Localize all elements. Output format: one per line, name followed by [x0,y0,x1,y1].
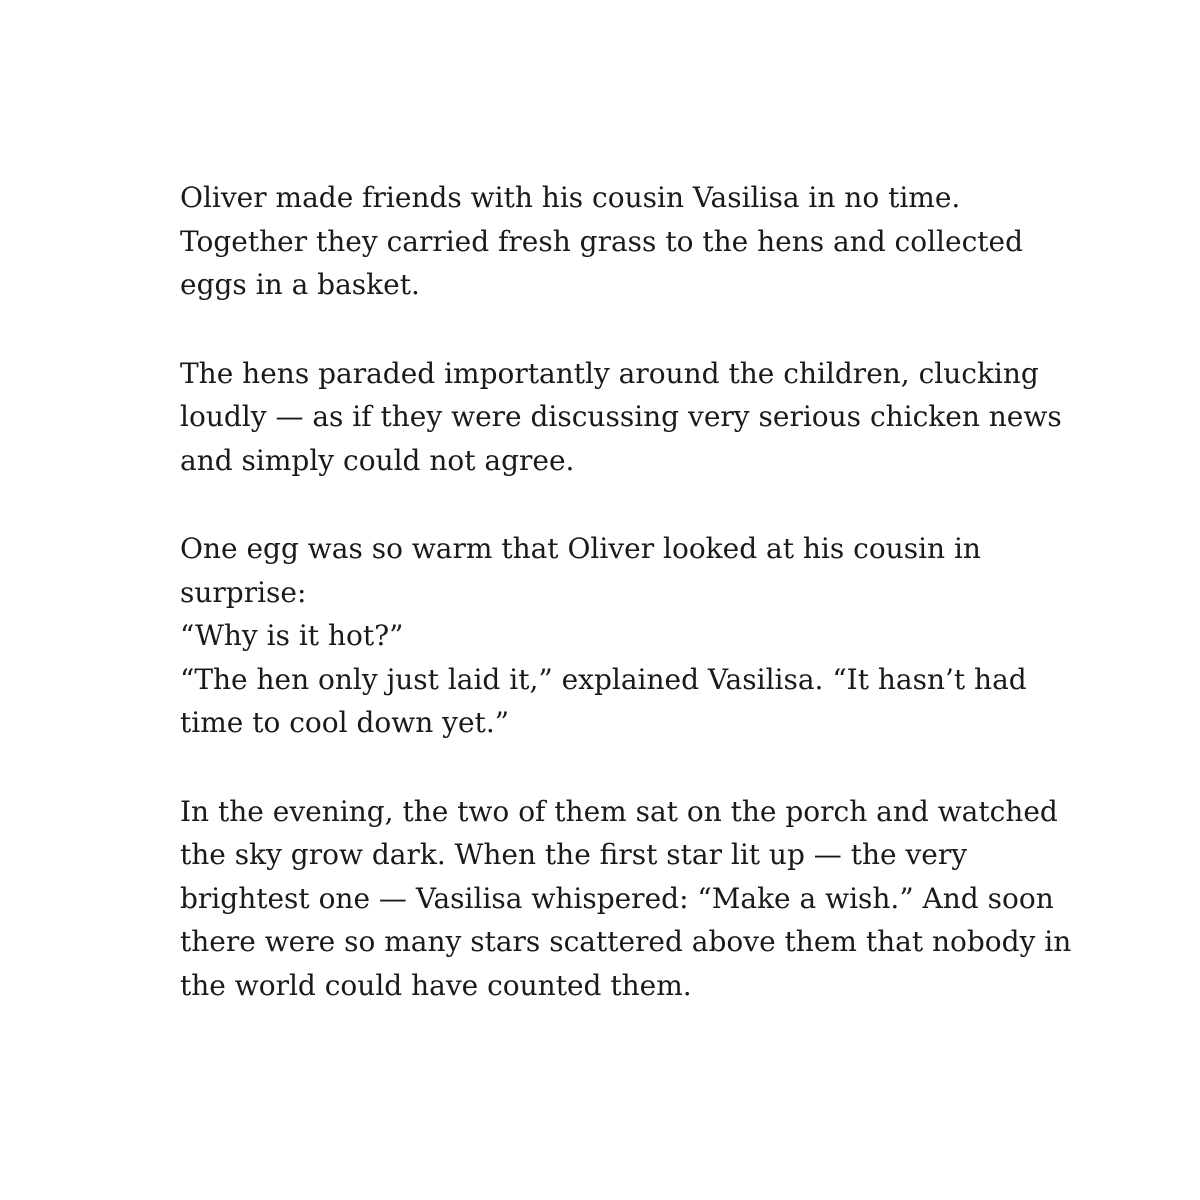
paragraph-hens-parade [180,352,1120,483]
paragraph-making-friends [180,176,1120,307]
dialogue-line: “Why is it hot?” [180,619,404,652]
text-line: eggs in a basket. [180,268,420,301]
text-line: In the evening, the two of them sat on the porch and watched [180,794,1058,828]
story-text [180,176,1120,1052]
dialogue-line: “The hen only just laid it,” explained Vasilisa. “It hasn’t had [180,662,1027,696]
text-line: loudly — as if they were discussing very serious chicken news [180,400,1062,433]
text-line: One egg was so warm that Oliver looked at his cousin in [180,532,981,565]
text-line: there were so many stars scattered above them that nobody in [180,925,1072,958]
text-line: The hens paraded importantly around the children, clucking [180,356,1039,390]
text-line: Together they carried fresh grass to the hens and collected [180,224,1023,258]
text-line: and simply could not agree. [180,443,575,477]
text-line: surprise: [180,575,307,609]
dialogue-line: time to cool down yet.” [180,706,510,739]
paragraph-warm-egg [180,527,1120,745]
paragraph-evening-stars [180,790,1120,1008]
text-line: Oliver made friends with his cousin Vasilisa in no time. [180,181,961,214]
text-line: the sky grow dark. When the first star lit up — the very [180,838,968,871]
text-line: brightest one — Vasilisa whispered: “Make a wish.” And soon [180,881,1054,915]
text-line: the world could have counted them. [180,968,692,1002]
